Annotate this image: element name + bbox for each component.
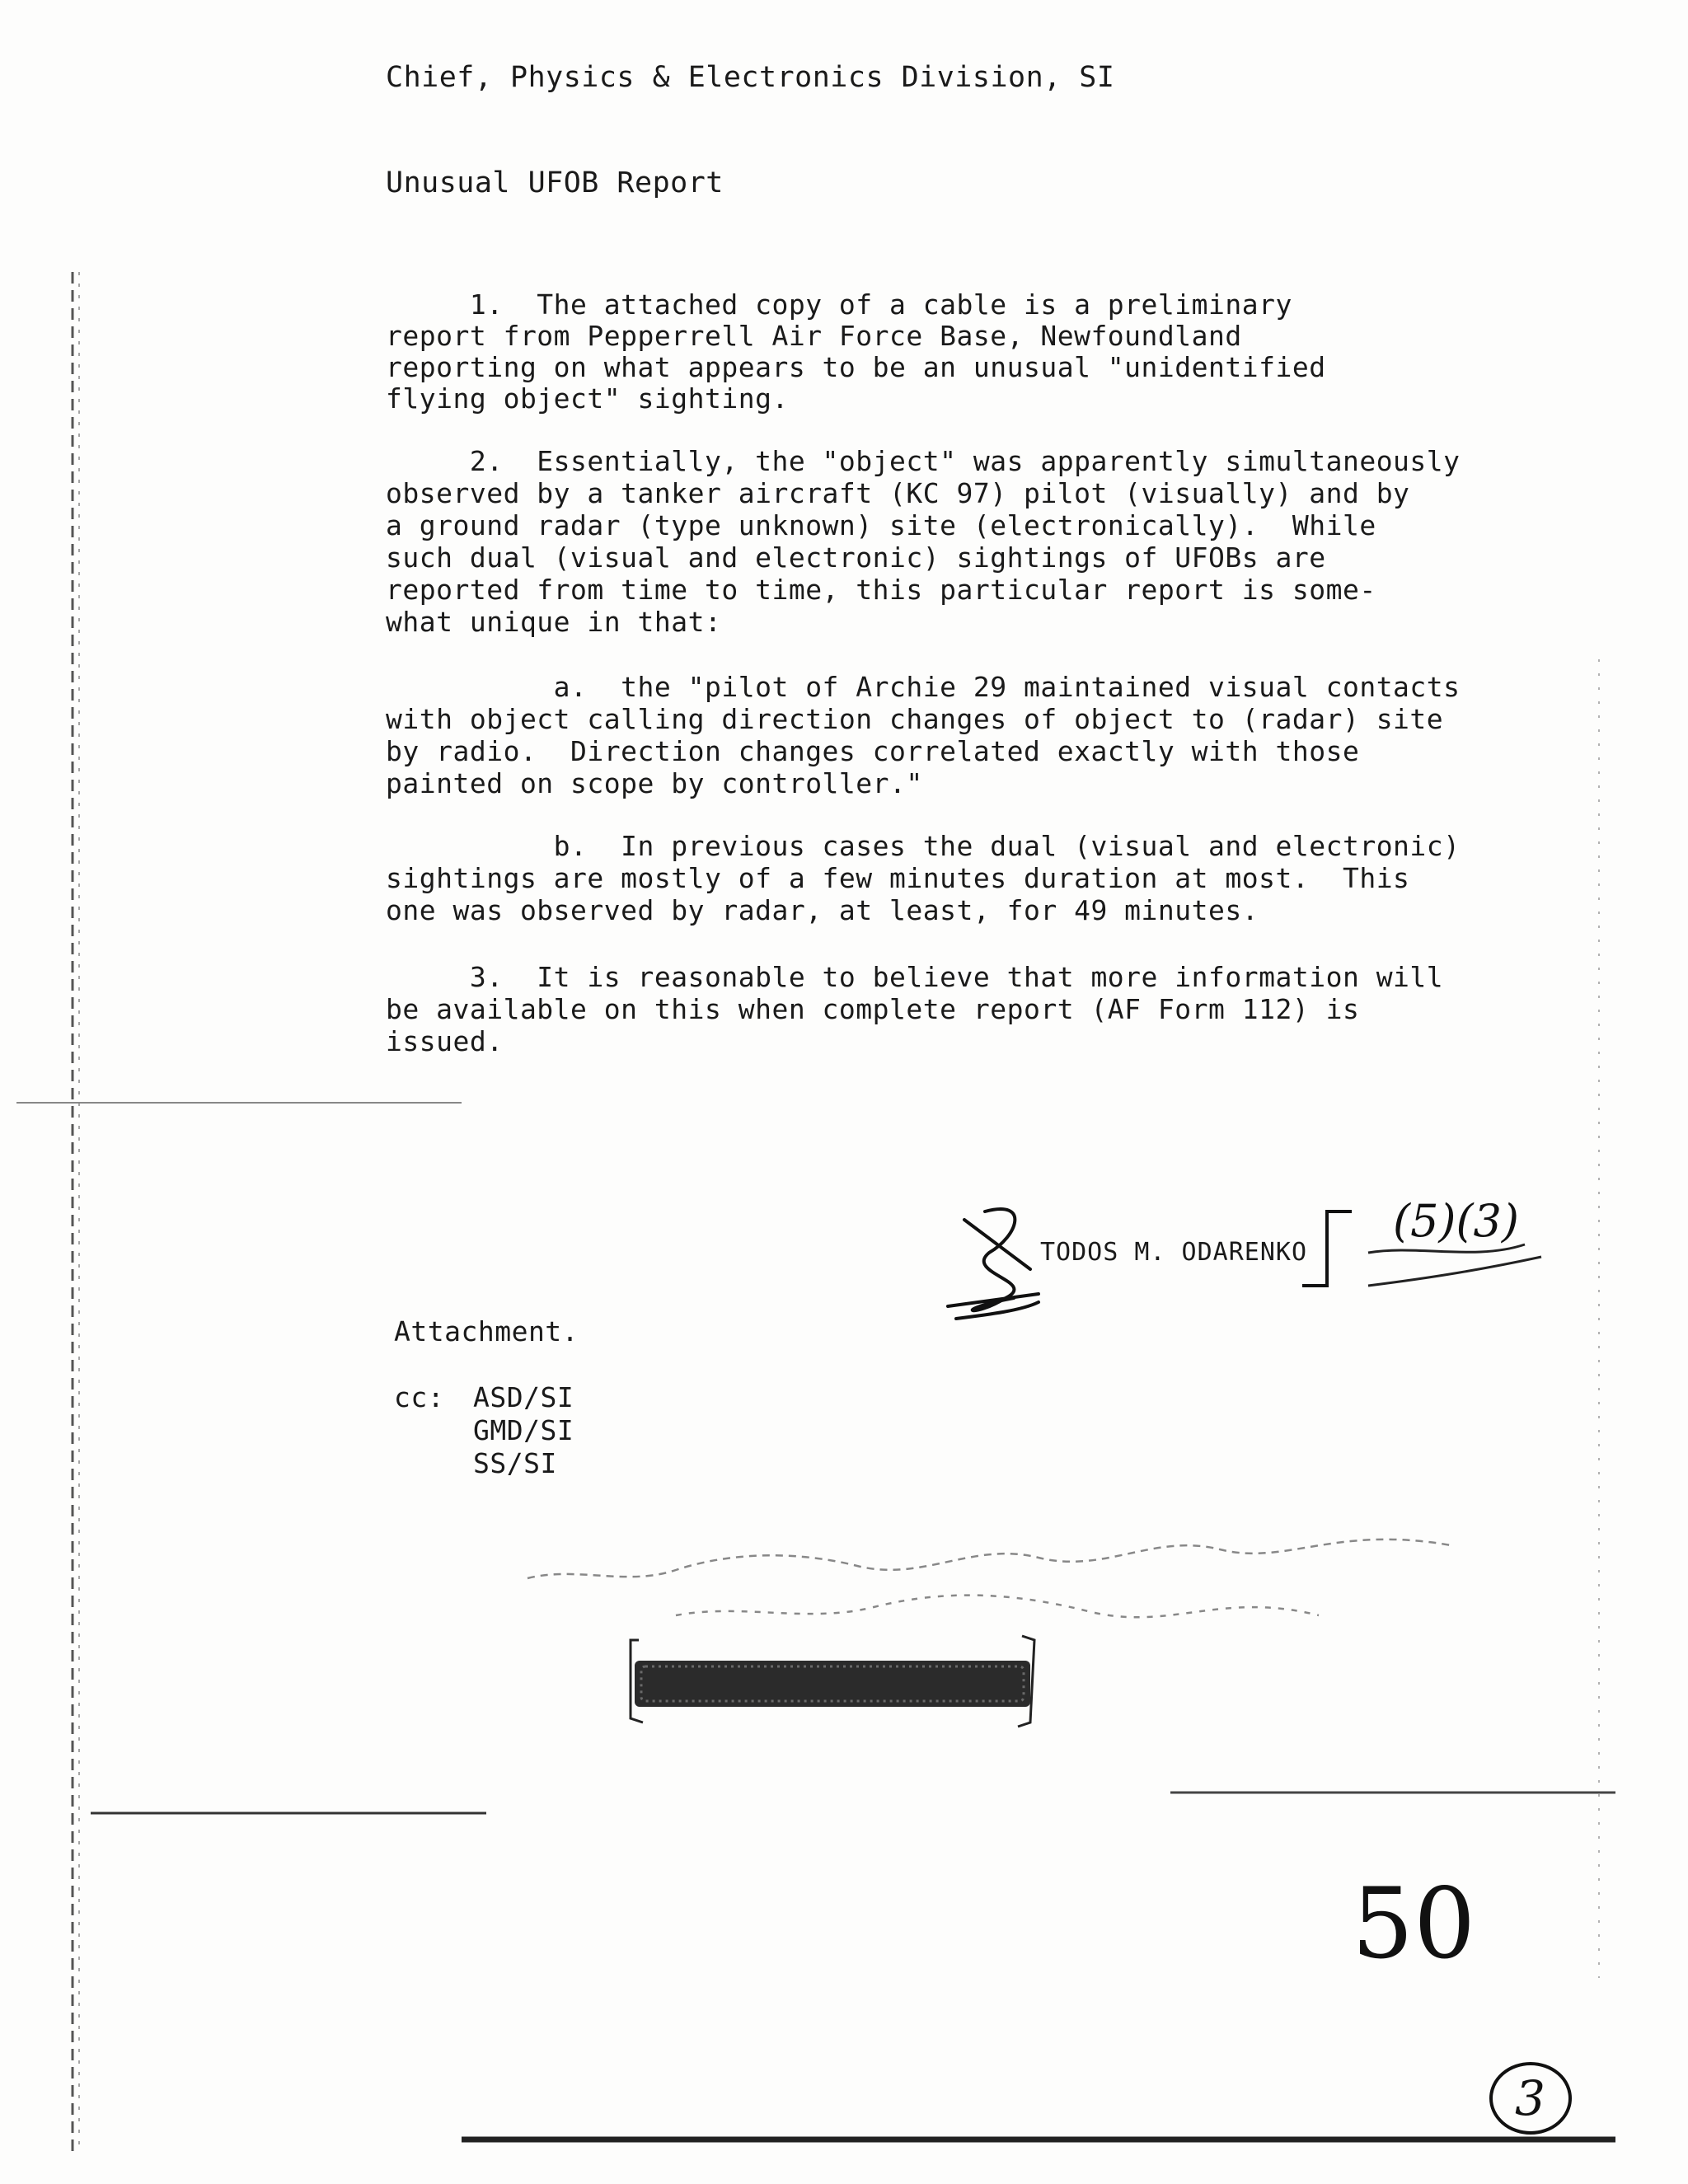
- paragraph-2a-line: a. the "pilot of Archie 29 maintained visual contacts: [386, 671, 1461, 703]
- paragraph-2-line: observed by a tanker aircraft (KC 97) pilot (visually) and by: [386, 477, 1410, 509]
- paragraph-2-line: what unique in that:: [386, 606, 722, 638]
- attachment-label: Attachment.: [394, 1315, 579, 1347]
- paragraph-3-line: 3. It is reasonable to believe that more information will: [386, 961, 1444, 993]
- paragraph-3-line: be available on this when complete report (AF Form 112) is: [386, 993, 1360, 1025]
- paragraph-1-line: report from Pepperrell Air Force Base, Newfoundland: [386, 320, 1242, 352]
- signatory-name: TODOS M. ODARENKO: [1040, 1238, 1308, 1267]
- cc-recipient: ASD/SI: [473, 1381, 574, 1413]
- subject-line: Unusual UFOB Report: [386, 166, 724, 199]
- paragraph-1-line: 1. The attached copy of a cable is a preliminary: [386, 288, 1292, 321]
- handwritten-page-number: 50: [1352, 1867, 1476, 1980]
- paragraph-2a-line: by radio. Direction changes correlated exactly with those: [386, 735, 1360, 767]
- addressee-line: Chief, Physics & Electronics Division, SI: [386, 61, 1115, 94]
- paragraph-2b-line: b. In previous cases the dual (visual and electronic): [386, 830, 1461, 862]
- paragraph-3-line: issued.: [386, 1025, 504, 1057]
- paragraph-2-line: a ground radar (type unknown) site (electronically). While: [386, 509, 1376, 541]
- cc-recipient: GMD/SI: [473, 1414, 574, 1446]
- paragraph-2-line: reported from time to time, this particular report is some-: [386, 574, 1376, 606]
- paragraph-2a-line: painted on scope by controller.": [386, 767, 923, 799]
- paragraph-2a-line: with object calling direction changes of object to (radar) site: [386, 703, 1444, 735]
- paragraph-1-line: flying object" sighting.: [386, 382, 789, 415]
- cc-recipient: SS/SI: [473, 1447, 557, 1479]
- paragraph-2-line: such dual (visual and electronic) sightings of UFOBs are: [386, 541, 1326, 574]
- paragraph-2-line: 2. Essentially, the "object" was apparently simultaneously: [386, 445, 1461, 477]
- handwritten-section-mark: (5)(3): [1393, 1195, 1519, 1247]
- paragraph-2b-line: sightings are mostly of a few minutes duration at most. This: [386, 862, 1410, 894]
- paragraph-2b-line: one was observed by radar, at least, for 49 minutes.: [386, 894, 1259, 926]
- cc-label: cc:: [394, 1381, 445, 1413]
- circled-page-number: 3: [1515, 2070, 1545, 2126]
- paragraph-1-line: reporting on what appears to be an unusual "unidentified: [386, 351, 1326, 383]
